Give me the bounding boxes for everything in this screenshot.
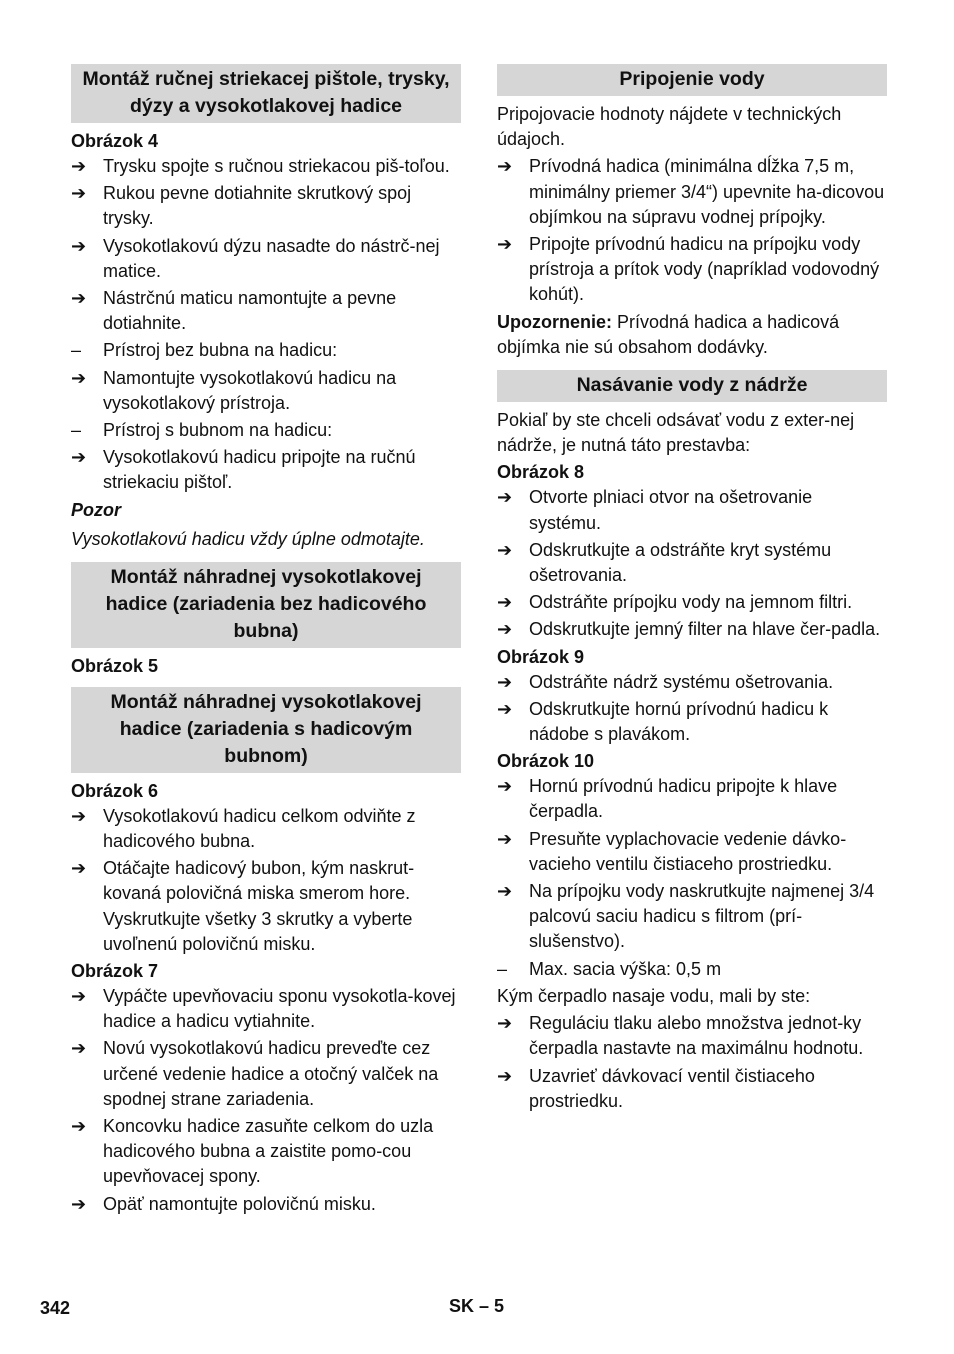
list-item-text: Koncovku hadice zasuňte celkom do uzla hadicového bubna a zaistite pomo-cou upevňovacej spony. bbox=[103, 1116, 434, 1187]
list-item bbox=[71, 804, 461, 854]
right-column bbox=[497, 64, 887, 1116]
left-column bbox=[71, 64, 461, 1219]
arrow-right-icon: ➔ bbox=[71, 805, 87, 826]
figure-label: Obrázok 6 bbox=[71, 780, 159, 801]
section-heading-hose-with-drum: Montáž náhradnej vysokotlakovej hadice (zariadenia s hadicovým bubnom) bbox=[71, 687, 461, 773]
arrow-right-icon: ➔ bbox=[497, 487, 513, 508]
instruction-list bbox=[71, 154, 461, 496]
list-item-text: Otáčajte hadicový bubon, kým naskrut-kovaná polovičná miska smerom hore. Vyskrutkujte všetky 3 skrutky a vyberte uvoľnenú polovičnú misku. bbox=[103, 858, 415, 954]
list-item bbox=[71, 856, 461, 957]
list-item bbox=[71, 181, 461, 231]
page-number: 342 bbox=[40, 1298, 71, 1318]
list-item-text: Otvorte plniaci otvor na ošetrovanie systému. bbox=[529, 487, 813, 533]
list-item bbox=[497, 957, 887, 982]
list-item-text: Odskrutkujte a odstráňte kryt systému ošetrovania. bbox=[529, 539, 832, 586]
figure-label: Obrázok 5 bbox=[71, 655, 159, 676]
list-item-text: Prístroj bez bubna na hadicu: bbox=[103, 340, 338, 361]
note-paragraph bbox=[497, 310, 887, 360]
arrow-right-icon: ➔ bbox=[497, 671, 513, 692]
arrow-right-icon: ➔ bbox=[71, 1038, 87, 1059]
list-item-text: Odstráňte nádrž systému ošetrovania. bbox=[529, 671, 834, 692]
arrow-right-icon: ➔ bbox=[497, 234, 513, 255]
arrow-right-icon: ➔ bbox=[71, 447, 87, 468]
list-item-text: Odskrutkujte hornú prívodnú hadicu k nádobe s plavákom. bbox=[529, 698, 829, 745]
list-item-text: Rukou pevne dotiahnite skrutkový spoj trysky. bbox=[103, 183, 412, 229]
list-item bbox=[71, 445, 461, 495]
arrow-right-icon: ➔ bbox=[71, 858, 87, 879]
list-item-text: Vypáčte upevňovaciu sponu vysokotla-kovej hadice a hadicu vytiahnite. bbox=[103, 986, 456, 1032]
note-text: Prívodná hadica a hadicová objímka nie sú obsahom dodávky. bbox=[497, 311, 840, 357]
arrow-right-icon: ➔ bbox=[71, 235, 87, 256]
list-item bbox=[71, 1192, 461, 1217]
arrow-right-icon: ➔ bbox=[71, 288, 87, 309]
arrow-right-icon: ➔ bbox=[497, 881, 513, 902]
list-item-text: Max. sacia výška: 0,5 m bbox=[529, 958, 722, 979]
list-item bbox=[497, 1064, 887, 1114]
list-item bbox=[71, 984, 461, 1034]
figure-label: Obrázok 7 bbox=[71, 961, 159, 982]
figure-label: Obrázok 4 bbox=[71, 131, 159, 151]
list-item bbox=[497, 485, 887, 535]
list-item bbox=[497, 774, 887, 824]
list-item bbox=[497, 879, 887, 955]
list-item bbox=[497, 590, 887, 615]
arrow-right-icon: ➔ bbox=[71, 367, 87, 388]
list-item-text: Prístroj s bubnom na hadicu: bbox=[103, 420, 333, 441]
list-item-text: Reguláciu tlaku alebo množstva jednot-ky čerpadla nastavte na maximálnu hodnotu. bbox=[529, 1013, 864, 1059]
arrow-right-icon: ➔ bbox=[497, 156, 513, 177]
section-heading-tank-suction: Nasávanie vody z nádrže bbox=[497, 370, 887, 402]
caution-text: Vysokotlakovú hadicu vždy úplne odmotajte. bbox=[71, 528, 425, 549]
list-item bbox=[497, 697, 887, 747]
arrow-right-icon: ➔ bbox=[497, 828, 513, 849]
list-item-text: Uzavrieť dávkovací ventil čistiaceho prostriedku. bbox=[529, 1065, 815, 1111]
list-item bbox=[71, 338, 461, 363]
list-item-text: Presuňte vyplachovacie vedenie dávko-vacieho ventilu čistiaceho prostriedku. bbox=[529, 828, 847, 874]
arrow-right-icon: ➔ bbox=[497, 698, 513, 719]
arrow-right-icon: ➔ bbox=[71, 183, 87, 204]
instruction-list bbox=[71, 984, 461, 1217]
figure-label: Obrázok 9 bbox=[497, 646, 585, 667]
list-item bbox=[497, 538, 887, 588]
dash-bullet-icon: – bbox=[71, 420, 82, 441]
arrow-right-icon: ➔ bbox=[497, 776, 513, 797]
dash-bullet-icon: – bbox=[71, 340, 82, 361]
list-item-text: Na prípojku vody naskrutkujte najmenej 3/4 palcovú saciu hadicu s filtrom (prí-slušenstvo). bbox=[529, 881, 875, 952]
arrow-right-icon: ➔ bbox=[497, 619, 513, 640]
list-item-text: Opäť namontujte polovičnú misku. bbox=[103, 1193, 376, 1214]
arrow-right-icon: ➔ bbox=[497, 592, 513, 613]
instruction-list bbox=[497, 774, 887, 982]
list-item-text: Vysokotlakovú hadicu celkom odviňte z hadicového bubna. bbox=[103, 805, 416, 852]
section-heading-hose-no-drum: Montáž náhradnej vysokotlakovej hadice (zariadenia bez hadicového bubna) bbox=[71, 562, 461, 648]
arrow-right-icon: ➔ bbox=[497, 1065, 513, 1086]
arrow-right-icon: ➔ bbox=[71, 986, 87, 1007]
list-item bbox=[71, 1114, 461, 1190]
list-item-text: Vysokotlakovú dýzu nasadte do nástrč-nej matice. bbox=[103, 235, 440, 281]
instruction-list bbox=[497, 670, 887, 748]
list-item-text: Novú vysokotlakovú hadicu preveďte cez určené vedenie hadice a otočný valček na spodnej strane zariadenia. bbox=[103, 1038, 439, 1109]
list-item bbox=[71, 234, 461, 284]
list-item bbox=[497, 827, 887, 877]
list-item bbox=[71, 418, 461, 443]
note-label: Upozornenie: bbox=[497, 311, 612, 332]
intro-text: Pripojovacie hodnoty nájdete v technických údajoch. bbox=[497, 104, 842, 150]
list-item-text: Vysokotlakovú hadicu pripojte na ručnú striekaciu pištoľ. bbox=[103, 447, 416, 493]
arrow-right-icon: ➔ bbox=[497, 539, 513, 560]
list-item bbox=[497, 617, 887, 642]
list-item bbox=[71, 366, 461, 416]
language-page-label: SK – 5 bbox=[449, 1296, 505, 1316]
list-item-text: Odstráňte prípojku vody na jemnom filtri. bbox=[529, 592, 853, 613]
section-heading-water-connection: Pripojenie vody bbox=[497, 64, 887, 96]
pump-intro-text: Kým čerpadlo nasaje vodu, mali by ste: bbox=[497, 985, 811, 1006]
list-item-text: Namontujte vysokotlakovú hadicu na vysokotlakový prístroja. bbox=[103, 367, 397, 413]
arrow-right-icon: ➔ bbox=[71, 1193, 87, 1214]
list-item bbox=[497, 1011, 887, 1061]
arrow-right-icon: ➔ bbox=[71, 1116, 87, 1137]
list-item-text: Odskrutkujte jemný filter na hlave čer-padla. bbox=[529, 619, 881, 640]
list-item bbox=[71, 154, 461, 179]
section-heading-spray-gun: Montáž ručnej striekacej pištole, trysky, dýzy a vysokotlakovej hadice bbox=[71, 64, 461, 123]
figure-label: Obrázok 8 bbox=[497, 462, 585, 483]
caution-title: Pozor bbox=[71, 499, 122, 520]
list-item bbox=[71, 1036, 461, 1112]
list-item-text: Pripojte prívodnú hadicu na prípojku vody prístroja a prítok vody (napríklad vodovodný kohút). bbox=[529, 234, 880, 305]
list-item bbox=[497, 670, 887, 695]
instruction-list bbox=[497, 154, 887, 307]
list-item bbox=[71, 286, 461, 336]
list-item-text: Hornú prívodnú hadicu pripojte k hlave čerpadla. bbox=[529, 776, 838, 822]
intro-text: Pokiaľ by ste chceli odsávať vodu z exter-nej nádrže, je nutná táto prestavba: bbox=[497, 410, 855, 456]
list-item bbox=[497, 232, 887, 308]
list-item-text: Prívodná hadica (minimálna dĺžka 7,5 m, minimálny priemer 3/4“) upevnite ha-dicovou objímkou na súpravu vodnej prípojky. bbox=[529, 156, 885, 227]
list-item-text: Nástrčnú maticu namontujte a pevne dotiahnite. bbox=[103, 288, 397, 334]
list-item-text: Trysku spojte s ručnou striekacou piš-toľou. bbox=[103, 156, 450, 176]
instruction-list bbox=[497, 1011, 887, 1114]
dash-bullet-icon: – bbox=[497, 958, 508, 979]
instruction-list bbox=[71, 804, 461, 957]
arrow-right-icon: ➔ bbox=[497, 1013, 513, 1034]
arrow-right-icon: ➔ bbox=[71, 156, 87, 176]
list-item bbox=[497, 154, 887, 230]
instruction-list bbox=[497, 485, 887, 642]
figure-label: Obrázok 10 bbox=[497, 751, 595, 772]
